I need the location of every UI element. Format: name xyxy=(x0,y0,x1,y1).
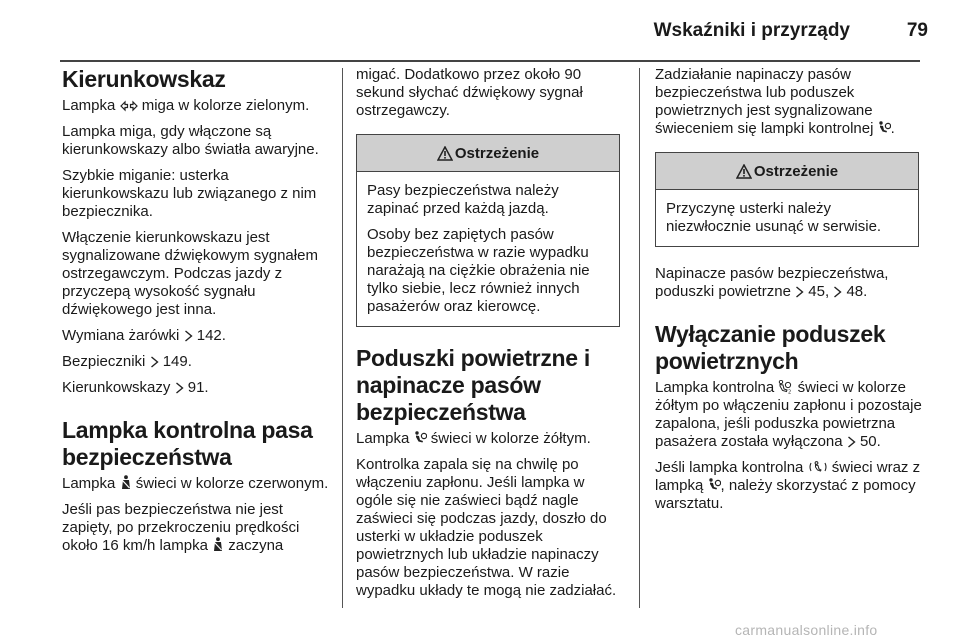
text: Bezpieczniki xyxy=(62,353,146,370)
warning-header xyxy=(656,153,918,190)
page-ref: 45, xyxy=(808,283,830,300)
page-header xyxy=(0,0,960,60)
section-title: Wskaźniki i przyrządy xyxy=(653,20,850,41)
airbag-off-icon xyxy=(778,380,793,394)
warning-header xyxy=(357,135,619,172)
airbag-deactivation-lamp-icon xyxy=(808,460,828,474)
column-1 xyxy=(62,66,330,563)
text: świeci wraz z lampką xyxy=(655,459,921,494)
reference xyxy=(62,327,330,345)
text: Zadziałanie napinaczy pasów bezpieczeństwa lub poduszek powietrznych jest sygnalizowane świeceniem się lampki kontrolnej xyxy=(655,66,874,137)
airbag-icon xyxy=(878,121,891,135)
text: Lampka kontrolna xyxy=(655,379,775,396)
paragraph xyxy=(62,501,330,555)
page-ref: 48. xyxy=(846,283,868,300)
warning-body xyxy=(656,190,918,246)
paragraph xyxy=(655,379,923,451)
column-3 xyxy=(655,66,923,521)
warning-box xyxy=(356,134,620,327)
page-number: 79 xyxy=(906,20,928,41)
text: świeci w kolorze żółtym po włączeniu zapłonu i pozostaje zapalona, jeśli poduszka powietrzna pasażera została wyłączona xyxy=(655,379,922,450)
paragraph: Włączenie kierunkowskazu jest sygnalizowane dźwiękowym sygnałem ostrzegawczym. Podczas jazdy z przyczepą wysokość sygnału dźwiękowego jest inna. xyxy=(62,229,318,318)
airbag-icon xyxy=(708,478,721,492)
page-ref: 91. xyxy=(187,379,209,396)
ref-arrow-icon xyxy=(795,286,804,298)
column-divider xyxy=(342,68,343,608)
text: Napinacze pasów bezpieczeństwa, poduszki powietrzne xyxy=(655,265,889,300)
warning-body xyxy=(357,172,619,326)
text: Jeśli pas bezpieczeństwa nie jest zapięty, po przekroczeniu prędkości około 16 km/h lampka xyxy=(62,501,300,554)
heading-turn-signal: Kierunkowskaz xyxy=(62,66,226,92)
paragraph xyxy=(62,97,330,115)
text: świeci w kolorze żółtym. xyxy=(430,430,591,447)
heading-seatbelt-lamp: Lampka kontrolna pasa bezpieczeństwa xyxy=(62,417,313,470)
text: Lampka xyxy=(62,97,116,114)
column-2 xyxy=(356,66,624,608)
heading-airbag-deactivation: Wyłączanie poduszek powietrznych xyxy=(655,321,886,374)
page-ref: 50. xyxy=(859,433,881,450)
reference xyxy=(62,379,330,397)
seatbelt-icon xyxy=(212,537,224,552)
warning-title: Ostrzeżenie xyxy=(753,162,839,180)
airbag-icon xyxy=(414,431,427,445)
paragraph: Kontrolka zapala się na chwilę po włączeniu zapłonu. Jeśli lampka w ogóle się nie zaświeci bądź nagle zaświeci się podczas jazdy, doszło do usterki w układzie poduszek powietrznych lub układzie napinaczy pasów bezpieczeństwa. W razie wypadku układy te mogą nie zadziałać. xyxy=(356,456,617,599)
paragraph xyxy=(655,66,923,138)
paragraph xyxy=(655,459,923,513)
paragraph: Przyczynę usterki należy niezwłocznie usunąć w serwisie. xyxy=(666,200,882,235)
text: Wymiana żarówki xyxy=(62,327,180,344)
svg-text:2: 2 xyxy=(788,389,792,394)
text: zaczyna xyxy=(228,537,284,554)
reference xyxy=(62,353,330,371)
paragraph: migać. Dodatkowo przez około 90 sekund słychać dźwiękowy sygnał ostrzegawczy. xyxy=(356,66,583,119)
paragraph: Osoby bez zapiętych pasów bezpieczeństwa w razie wypadku narażają na ciężkie obrażenia nie tylko siebie, lecz również innych pasażerów oraz kierowcę. xyxy=(367,226,590,315)
ref-arrow-icon xyxy=(833,286,842,298)
paragraph: Szybkie miganie: usterka kierunkowskazu lub związanego z nim bezpiecznika. xyxy=(62,167,317,220)
warning-title: Ostrzeżenie xyxy=(454,144,540,162)
paragraph: Pasy bezpieczeństwa należy zapinać przed każdą jazdą. xyxy=(367,182,559,217)
warning-box xyxy=(655,152,919,247)
header-divider xyxy=(60,60,920,62)
ref-arrow-icon xyxy=(150,356,159,368)
text: . xyxy=(890,120,895,137)
text: Lampka xyxy=(62,475,116,492)
text: świeci w kolorze czerwonym. xyxy=(135,475,329,492)
page-ref: 149. xyxy=(162,353,192,370)
text: , należy skorzystać z pomocy warsztatu. xyxy=(655,477,916,512)
ref-arrow-icon xyxy=(175,382,184,394)
seatbelt-icon xyxy=(120,475,132,490)
page-ref: 142. xyxy=(196,327,226,344)
warning-triangle-icon xyxy=(736,164,752,179)
warning-triangle-icon xyxy=(437,146,453,161)
text: miga w kolorze zielonym. xyxy=(141,97,310,114)
text: Kierunkowskazy xyxy=(62,379,171,396)
ref-arrow-icon xyxy=(184,330,193,342)
paragraph: Lampka miga, gdy włączone są kierunkowskazy albo światła awaryjne. xyxy=(62,123,319,158)
text: Lampka xyxy=(356,430,410,447)
turn-signal-icon xyxy=(120,100,138,112)
ref-arrow-icon xyxy=(847,436,856,448)
text: Jeśli lampka kontrolna xyxy=(655,459,804,476)
heading-airbags: Poduszki powietrzne i napinacze pasów bezpieczeństwa xyxy=(356,345,590,425)
paragraph xyxy=(655,265,923,301)
paragraph xyxy=(62,475,330,493)
column-divider xyxy=(639,68,640,608)
paragraph xyxy=(356,430,624,448)
watermark-url: carmanualsonline.info xyxy=(735,622,878,638)
